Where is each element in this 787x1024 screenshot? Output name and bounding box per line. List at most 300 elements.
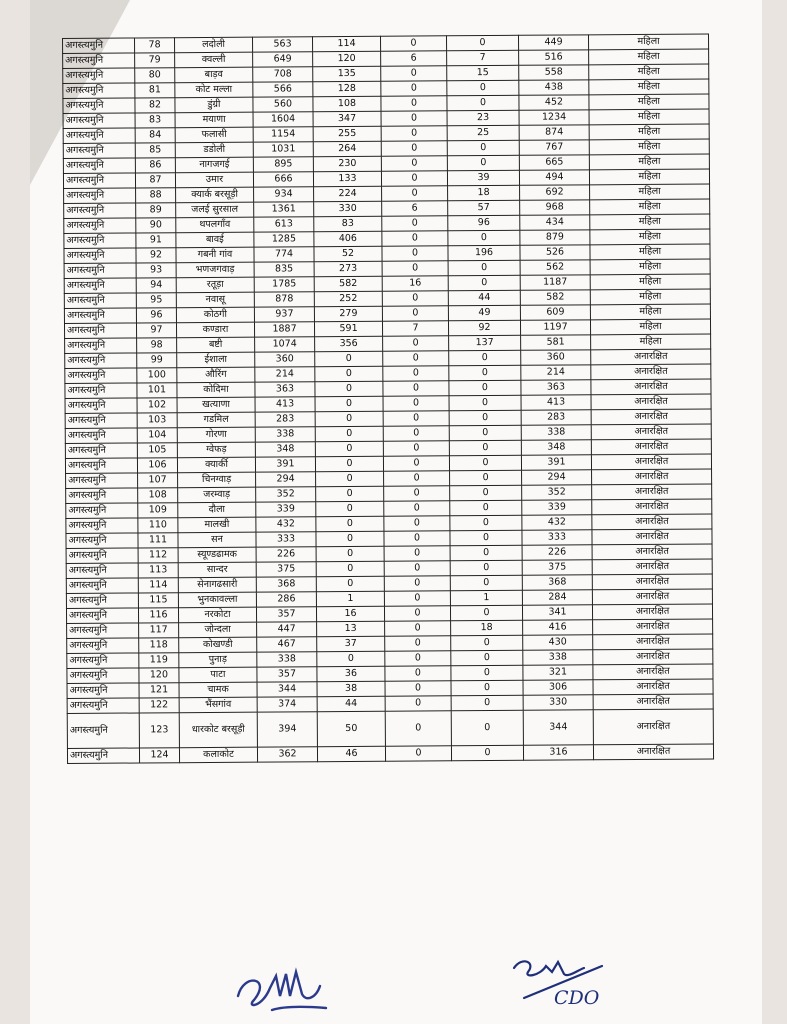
cell-village: डडोली [175,142,253,158]
cell-gen: 558 [519,65,589,80]
cell-x: 96 [448,215,520,231]
cell-total: 375 [256,562,316,577]
cell-total: 649 [253,52,313,67]
cell-block: अगस्त्यमुनि [66,593,138,609]
cell-block: अगस्त्यमुनि [65,443,137,459]
cell-gen: 1234 [519,110,589,125]
cell-st: 0 [384,516,450,531]
cell-st: 0 [381,156,447,171]
cell-sc: 38 [317,681,385,696]
cell-sn: 102 [137,398,177,413]
cell-village: भैंसगांव [179,697,257,713]
cell-block: अगस्त्यमुनि [67,683,139,699]
table-body [63,34,714,763]
cell-sc: 0 [316,531,384,546]
cell-x: 0 [450,560,522,576]
cell-village: क्यार्क बरसूड़ी [176,187,254,203]
cell-sc: 347 [313,111,381,126]
cell-x: 49 [448,305,520,321]
cell-sn: 82 [135,98,175,113]
cell-block: अगस्त्यमुनि [67,653,139,669]
cell-sn: 84 [135,128,175,143]
cell-gen: 214 [521,365,591,380]
cell-total: 774 [254,247,314,262]
cell-sc: 1 [316,591,384,606]
cell-block: अगस्त्यमुनि [66,578,138,594]
cell-st: 0 [381,141,447,156]
cell-total: 1887 [254,322,314,337]
cell-sc: 0 [316,561,384,576]
cell-block: अगस्त्यमुनि [65,413,137,429]
cell-sn: 122 [139,698,179,713]
cell-cat: अनारक्षित [591,394,711,410]
cell-cat: अनारक्षित [591,424,711,440]
cell-st: 0 [385,681,451,696]
cell-total: 1074 [255,337,315,352]
cell-sn: 119 [139,653,179,668]
cell-sc: 44 [317,696,385,711]
cell-block: अगस्त्यमुनि [65,353,137,369]
cell-block: अगस्त्यमुनि [63,128,135,144]
cell-sc: 52 [314,246,382,261]
cell-village: कलाकोट [179,747,257,763]
cell-st: 16 [382,276,448,291]
cell-x: 0 [450,470,522,486]
cell-gen: 430 [523,635,593,650]
cell-st: 7 [382,321,448,336]
cell-block: अगस्त्यमुनि [65,458,137,474]
cell-st: 0 [385,666,451,681]
cell-block: अगस्त्यमुनि [64,323,136,339]
cell-block: अगस्त्यमुनि [64,308,136,324]
cell-village: पाटा [179,667,257,683]
cell-cat: अनारक्षित [592,604,712,620]
cell-cat: महिला [590,244,710,260]
cell-sc: 83 [314,216,382,231]
cell-total: 294 [256,472,316,487]
cell-x: 0 [451,680,523,696]
cell-st: 0 [382,261,448,276]
cell-sc: 273 [314,261,382,276]
cell-cat: महिला [588,34,708,50]
cell-block: अगस्त्यमुनि [67,698,139,714]
cell-block: अगस्त्यमुनि [63,83,135,99]
cell-x: 0 [450,575,522,591]
cell-cat: अनारक्षित [593,679,713,695]
cell-block: अगस्त्यमुनि [64,263,136,279]
cell-x: 0 [450,485,522,501]
cell-total: 338 [255,427,315,442]
cell-st: 0 [382,216,448,231]
cell-village: पुनाड़ [179,652,257,668]
cell-sc: 128 [313,81,381,96]
cell-block: अगस्त्यमुनि [64,248,136,264]
cell-block: अगस्त्यमुनि [63,68,135,84]
cell-sn: 118 [139,638,179,653]
cell-cat: महिला [590,274,710,290]
cell-village: मयाणा [175,112,253,128]
cell-x: 0 [451,695,523,711]
cell-total: 362 [257,747,317,762]
cell-block: अगस्त्यमुनि [66,533,138,549]
cell-x: 0 [451,665,523,681]
cell-sc: 0 [315,411,383,426]
cell-st: 0 [381,66,447,81]
cell-sn: 85 [135,143,175,158]
cell-sc: 356 [315,336,383,351]
cell-x: 0 [447,140,519,156]
cell-village: कण्डारा [176,322,254,338]
cell-block: अगस्त्यमुनि [66,548,138,564]
cell-village: ग्वेफड़ [177,442,255,458]
cell-st: 0 [385,651,451,666]
cell-block: अगस्त्यमुनि [63,158,135,174]
cell-total: 560 [253,97,313,112]
cell-gen: 348 [521,440,591,455]
cell-sc: 582 [314,276,382,291]
cell-sc: 0 [315,441,383,456]
cell-sn: 93 [136,263,176,278]
cell-st: 0 [382,291,448,306]
cell-st: 6 [381,51,447,66]
cell-sn: 95 [136,293,176,308]
cell-cat: अनारक्षित [592,574,712,590]
cell-x: 0 [448,275,520,291]
cell-gen: 1197 [520,320,590,335]
cell-total: 613 [254,217,314,232]
cell-cat: महिला [589,109,709,125]
cell-st: 0 [380,36,446,51]
cell-cat: अनारक्षित [592,529,712,545]
cell-sc: 0 [315,366,383,381]
cell-x: 25 [447,125,519,141]
cell-gen: 438 [519,80,589,95]
cell-sn: 120 [139,668,179,683]
cell-sn: 91 [136,233,176,248]
cell-total: 895 [253,157,313,172]
cell-st: 0 [384,501,450,516]
cell-gen: 581 [521,335,591,350]
cell-x: 0 [446,35,518,51]
cell-village: स्यूण्डढामक [178,547,256,563]
cell-total: 348 [255,442,315,457]
village-reservation-table [62,33,714,763]
cell-sc: 252 [314,291,382,306]
cell-gen: 306 [523,680,593,695]
cell-sc: 230 [313,156,381,171]
cell-st: 0 [383,456,449,471]
cell-gen: 582 [520,290,590,305]
cell-block: अगस्त्यमुनि [63,38,135,54]
cell-x: 7 [447,50,519,66]
cell-sn: 124 [139,748,179,763]
cell-gen: 413 [521,395,591,410]
cell-sn: 97 [136,323,176,338]
cell-st: 0 [381,126,447,141]
cell-st: 0 [382,231,448,246]
cell-village: कोदिमा [177,382,255,398]
cell-sn: 113 [138,563,178,578]
cell-sn: 105 [137,443,177,458]
cell-village: गबनी गांव [176,247,254,263]
cell-gen: 363 [521,380,591,395]
cell-sn: 99 [137,353,177,368]
cell-village: फलासी [175,127,253,143]
cell-gen: 330 [523,695,593,710]
cell-x: 0 [447,155,519,171]
cell-cat: अनारक्षित [592,469,712,485]
cell-block: अगस्त्यमुनि [66,518,138,534]
cell-cat: महिला [590,319,710,335]
cell-sc: 330 [314,201,382,216]
cell-village: धारकोट बरसूड़ी [179,712,257,748]
cell-gen: 360 [521,350,591,365]
cell-total: 368 [256,577,316,592]
cell-cat: अनारक्षित [591,379,711,395]
cell-block: अगस्त्यमुनि [66,473,138,489]
cell-village: जरम्वाड़ [178,487,256,503]
cell-st: 0 [384,486,450,501]
cell-village: नरकोटा [178,607,256,623]
cell-total: 344 [257,682,317,697]
cell-block: अगस्त्यमुनि [64,203,136,219]
cell-x: 0 [449,365,521,381]
cell-sn: 81 [135,83,175,98]
cell-block: अगस्त्यमुनि [63,173,135,189]
cell-gen: 391 [521,455,591,470]
cell-block: अगस्त्यमुनि [63,113,135,129]
cell-sc: 0 [315,351,383,366]
cell-x: 0 [449,425,521,441]
cell-block: अगस्त्यमुनि [63,98,135,114]
cell-total: 1604 [253,112,313,127]
cell-total: 360 [255,352,315,367]
cell-sn: 94 [136,278,176,293]
cell-cat: महिला [590,184,710,200]
cell-sn: 96 [136,308,176,323]
cell-sc: 50 [317,711,385,746]
cell-village: सन [178,532,256,548]
cell-sc: 264 [313,141,381,156]
cell-gen: 321 [523,665,593,680]
cell-block: अगस्त्यमुनि [66,488,138,504]
cell-st: 0 [385,621,451,636]
cell-sc: 0 [315,396,383,411]
cell-village: लदोली [175,37,253,53]
cell-block: अगस्त्यमुनि [64,278,136,294]
cell-gen: 284 [522,590,592,605]
cell-cat: अनारक्षित [592,484,712,500]
cell-sn: 101 [137,383,177,398]
cell-sc: 0 [316,501,384,516]
cell-gen: 879 [520,230,590,245]
cell-block: अगस्त्यमुनि [65,338,137,354]
cell-st: 0 [384,546,450,561]
cell-sc: 16 [316,606,384,621]
cell-village: ईशाला [177,352,255,368]
cell-cat: महिला [589,139,709,155]
cell-sn: 90 [136,218,176,233]
cell-village: चिनग्वाड़ [178,472,256,488]
cell-cat: महिला [590,229,710,245]
cell-village: औरिंग [177,367,255,383]
cell-st: 0 [385,636,451,651]
cell-st: 0 [385,746,451,761]
cell-st: 0 [384,606,450,621]
cell-cat: महिला [589,49,709,65]
cell-sn: 106 [137,458,177,473]
cell-gen: 294 [522,470,592,485]
cell-sn: 83 [135,113,175,128]
cell-st: 0 [382,246,448,261]
cell-sn: 92 [136,248,176,263]
cell-x: 0 [449,455,521,471]
cell-gen: 316 [523,745,593,760]
cell-block: अगस्त्यमुनि [67,623,139,639]
cell-sc: 135 [313,66,381,81]
cell-total: 214 [255,367,315,382]
cell-sc: 37 [317,636,385,651]
cell-x: 0 [449,350,521,366]
cell-sn: 86 [135,158,175,173]
cell-sn: 107 [138,473,178,488]
cell-village: बावई [176,232,254,248]
cell-total: 363 [255,382,315,397]
cell-gen: 432 [522,515,592,530]
cell-total: 563 [252,37,312,52]
cell-sn: 79 [135,53,175,68]
cell-gen: 416 [523,620,593,635]
cell-cat: अनारक्षित [593,744,713,760]
cell-block: अगस्त्यमुनि [66,608,138,624]
cell-village: उमार [175,172,253,188]
cell-total: 566 [253,82,313,97]
cell-total: 286 [256,592,316,607]
cell-village: गडमिल [177,412,255,428]
cell-st: 0 [381,96,447,111]
cell-x: 0 [447,80,519,96]
cell-village: बष्टी [177,337,255,353]
cell-block: अगस्त्यमुनि [64,218,136,234]
cell-sc: 0 [316,546,384,561]
cell-gen: 968 [520,200,590,215]
cell-sc: 224 [314,186,382,201]
cell-sn: 110 [138,518,178,533]
cell-village: बाड़व [175,67,253,83]
cell-sn: 87 [135,173,175,188]
cell-sc: 36 [317,666,385,681]
cell-sc: 0 [316,576,384,591]
table-row [67,709,713,749]
cell-village: खत्याणा [177,397,255,413]
cell-x: 0 [449,410,521,426]
cell-gen: 338 [521,425,591,440]
cell-gen: 516 [519,50,589,65]
cell-st: 0 [384,561,450,576]
cell-cat: अनारक्षित [593,634,713,650]
cell-sn: 115 [138,593,178,608]
cell-gen: 1187 [520,275,590,290]
cell-gen: 874 [519,125,589,140]
cell-village: मालखी [178,517,256,533]
cell-x: 0 [451,650,523,666]
cell-total: 283 [255,412,315,427]
cell-cat: अनारक्षित [592,499,712,515]
cell-sn: 104 [137,428,177,443]
cell-total: 1785 [254,277,314,292]
cell-sn: 103 [137,413,177,428]
cell-st: 0 [382,186,448,201]
cell-total: 878 [254,292,314,307]
cell-st: 0 [384,591,450,606]
right-signature [506,948,616,1010]
cell-gen: 562 [520,260,590,275]
cell-st: 0 [383,426,449,441]
cell-total: 1361 [254,202,314,217]
cell-cat: महिला [589,154,709,170]
cell-total: 666 [253,172,313,187]
cell-total: 1285 [254,232,314,247]
cell-x: 0 [447,95,519,111]
cell-sn: 98 [137,338,177,353]
cell-x: 92 [448,320,520,336]
cell-block: अगस्त्यमुनि [67,748,139,764]
cell-sc: 13 [317,621,385,636]
cell-block: अगस्त्यमुनि [64,188,136,204]
cell-x: 137 [449,335,521,351]
cell-sc: 0 [315,426,383,441]
cell-gen: 665 [519,155,589,170]
cell-village: दौला [178,502,256,518]
cell-cat: महिला [589,124,709,140]
cell-gen: 609 [520,305,590,320]
cell-block: अगस्त्यमुनि [65,398,137,414]
cell-x: 0 [451,745,523,761]
cell-sc: 279 [314,306,382,321]
cell-st: 0 [383,441,449,456]
cell-total: 934 [254,187,314,202]
cell-st: 0 [381,171,447,186]
cell-total: 374 [257,697,317,712]
cell-village: कोखण्डी [179,637,257,653]
cell-sc: 114 [312,36,380,51]
cell-cat: महिला [590,199,710,215]
cell-sc: 406 [314,231,382,246]
cell-x: 0 [449,395,521,411]
cell-cat: महिला [589,94,709,110]
cell-total: 937 [254,307,314,322]
cell-block: अगस्त्यमुनि [63,53,135,69]
cell-cat: अनारक्षित [592,559,712,575]
cell-gen: 333 [522,530,592,545]
cell-sn: 100 [137,368,177,383]
cell-sc: 0 [317,651,385,666]
cell-sc: 120 [313,51,381,66]
cell-cat: अनारक्षित [593,694,713,710]
cell-gen: 375 [522,560,592,575]
cell-gen: 344 [523,710,593,745]
cell-gen: 226 [522,545,592,560]
cell-total: 467 [257,637,317,652]
cell-sc: 0 [315,456,383,471]
cell-cat: अनारक्षित [592,514,712,530]
cell-block: अगस्त्यमुनि [64,293,136,309]
cell-st: 0 [383,351,449,366]
cell-gen: 338 [523,650,593,665]
cell-x: 0 [448,260,520,276]
cell-gen: 449 [518,35,588,50]
cell-x: 0 [450,530,522,546]
